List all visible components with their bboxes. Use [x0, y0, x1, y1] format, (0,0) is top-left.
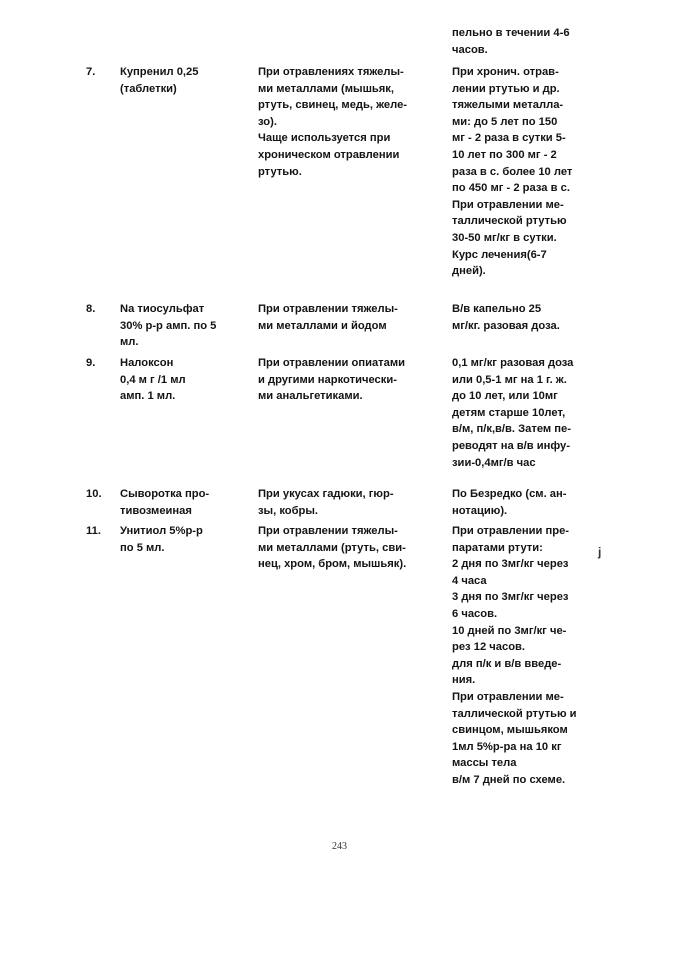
dose-line: 3 дня по 3мг/кг через	[452, 591, 569, 604]
dose-line: таллической ртутью	[452, 215, 567, 228]
dose-line: 0,1 мг/кг разовая доза	[452, 357, 574, 369]
carryover-dose-cell	[452, 25, 604, 58]
dose-line: По Безредко (см. ан-	[452, 488, 567, 500]
dose-line: нотацию).	[452, 504, 508, 517]
drug-cell	[120, 301, 250, 351]
dose-line: пельно в течении 4-6	[452, 27, 570, 39]
page-number: 243	[332, 841, 347, 852]
dose-line: зии-0,4мг/в час	[452, 456, 536, 469]
dose-line: в/м, п/к,в/в. Затем пе-	[452, 423, 572, 436]
indication-line: ртутью.	[258, 165, 302, 178]
dose-line: паратами ртути:	[452, 541, 543, 554]
drug-cell	[120, 486, 250, 519]
dose-line: При хронич. отрав-	[452, 66, 559, 78]
indication-cell	[258, 64, 443, 180]
dose-line: раза в с. более 10 лет	[452, 165, 573, 178]
indication-line: ми металлами и йодом	[258, 319, 387, 332]
drug-cell	[120, 355, 250, 405]
dose-line: свинцом, мышьяком	[452, 724, 568, 737]
indication-line: зы, кобры.	[258, 504, 319, 517]
dose-line: 6 часов.	[452, 607, 498, 620]
dose-line: ми: до 5 лет по 150	[452, 115, 558, 128]
margin-speck: j	[598, 545, 602, 559]
dose-line: тяжелыми металла-	[452, 99, 564, 112]
indication-cell	[258, 523, 443, 573]
drug-line: по 5 мл.	[120, 541, 165, 554]
indication-line: При отравлении опиатами	[258, 357, 406, 369]
indication-line: хроническом отравлении	[258, 148, 400, 161]
dose-line: ния.	[452, 674, 476, 687]
drug-line: Унитиол 5%р-р	[120, 525, 203, 537]
drug-line: амп. 1 мл.	[120, 390, 176, 403]
dose-line: в/м 7 дней по схеме.	[452, 773, 566, 786]
dose-line: При отравлении пре-	[452, 525, 570, 537]
dose-line: 10 лет по 300 мг - 2	[452, 148, 557, 161]
row-number: 11.	[86, 525, 101, 537]
dose-line: 10 дней по 3мг/кг че-	[452, 624, 567, 637]
dose-line: по 450 мг - 2 раза в с.	[452, 182, 570, 195]
dose-line: 30-50 мг/кг в сутки.	[452, 231, 557, 244]
dose-line: мг/кг. разовая доза.	[452, 319, 560, 332]
dose-line: реводят на в/в инфу-	[452, 439, 570, 452]
dose-cell	[452, 355, 604, 471]
drug-line: мл.	[120, 336, 139, 349]
indication-line: ртуть, свинец, медь, желе-	[258, 99, 408, 112]
dose-line: часов.	[452, 43, 488, 56]
indication-line: ми анальгетиками.	[258, 390, 363, 403]
dose-line: для п/к и в/в введе-	[452, 657, 562, 670]
row-number: 9.	[86, 357, 96, 369]
dose-line: При отравлении ме-	[452, 198, 564, 211]
drug-line: 0,4 м г /1 мл	[120, 373, 186, 386]
indication-line: ми металлами (ртуть, сви-	[258, 541, 406, 554]
dose-cell	[452, 301, 604, 334]
dose-line: лении ртутью и др.	[452, 82, 560, 95]
drug-cell	[120, 523, 250, 556]
drug-line: Сыворотка про-	[120, 488, 210, 500]
indication-line: зо).	[258, 115, 277, 128]
indication-line: При отравлениях тяжелы-	[258, 66, 404, 78]
row-number: 7.	[86, 66, 96, 78]
indication-line: При укусах гадюки, гюр-	[258, 488, 394, 500]
indication-cell	[258, 301, 443, 334]
indication-line: Чаще используется при	[258, 132, 391, 145]
dose-line: В/в капельно 25	[452, 303, 542, 315]
dose-line: до 10 лет, или 10мг	[452, 390, 558, 403]
drug-line: 30% р-р амп. по 5	[120, 319, 217, 332]
dose-cell	[452, 64, 604, 280]
dose-line: массы тела	[452, 757, 517, 770]
dose-line: 2 дня по 3мг/кг через	[452, 558, 569, 571]
dose-line: рез 12 часов.	[452, 641, 526, 654]
dose-line: или 0,5-1 мг на 1 г. ж.	[452, 373, 567, 386]
row-number: 10.	[86, 488, 102, 500]
drug-line: Купренил 0,25	[120, 66, 199, 78]
indication-line: ми металлами (мышьяк,	[258, 82, 395, 95]
drug-line: (таблетки)	[120, 82, 177, 95]
dose-cell	[452, 486, 604, 519]
dose-line: При отравлении ме-	[452, 690, 564, 703]
indication-line: нец, хром, бром, мышьяк).	[258, 558, 407, 571]
dose-line: дней).	[452, 265, 486, 278]
indication-cell	[258, 355, 443, 405]
dose-line: мг - 2 раза в сутки 5-	[452, 132, 566, 145]
drug-line: Налоксон	[120, 357, 174, 369]
indication-cell	[258, 486, 443, 519]
drug-cell	[120, 64, 250, 97]
dose-line: таллической ртутью и	[452, 707, 577, 720]
indication-line: При отравлении тяжелы-	[258, 303, 398, 315]
dose-line: детям старше 10лет,	[452, 406, 566, 419]
row-number: 8.	[86, 303, 96, 315]
indication-line: и другими наркотически-	[258, 373, 397, 386]
dose-line: 4 часа	[452, 574, 487, 587]
dose-line: 1мл 5%р-ра на 10 кг	[452, 740, 562, 753]
drug-line: Na тиосульфат	[120, 303, 205, 315]
indication-line: При отравлении тяжелы-	[258, 525, 398, 537]
drug-line: тивозмеиная	[120, 504, 192, 517]
dose-line: Курс лечения(6-7	[452, 248, 547, 261]
dose-cell	[452, 523, 604, 789]
